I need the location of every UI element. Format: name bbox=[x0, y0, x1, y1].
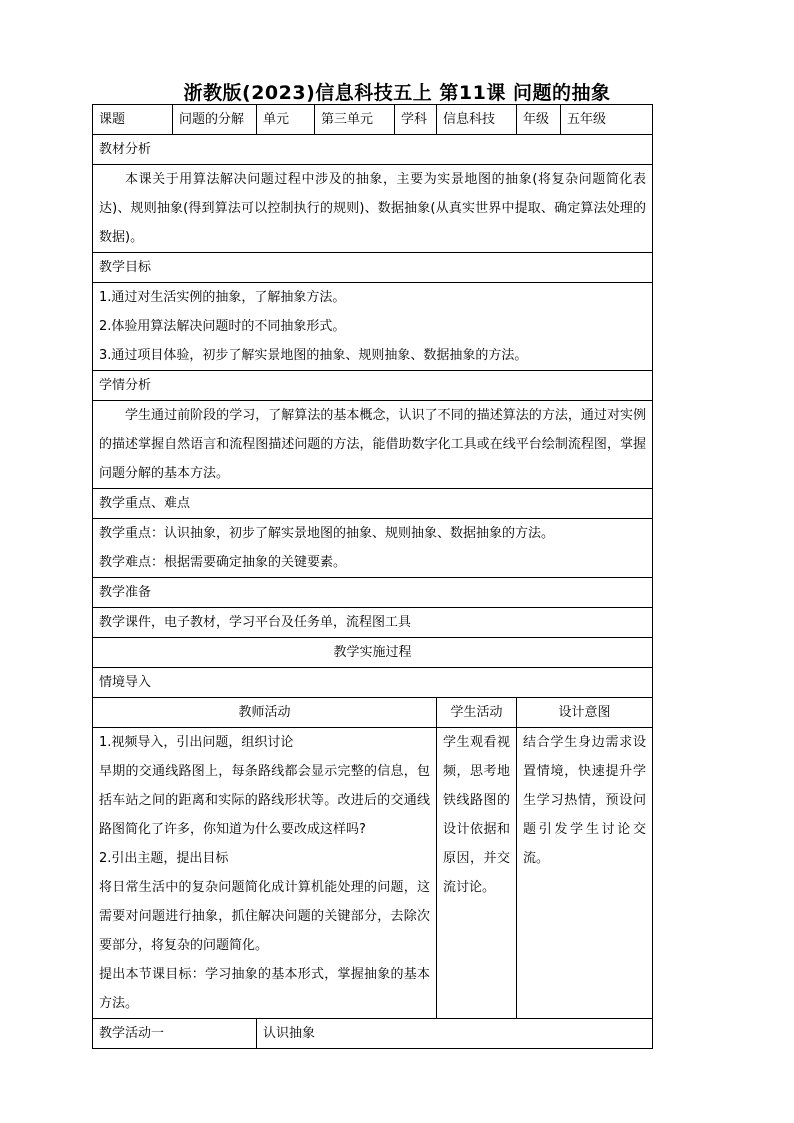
design-intent-header: 设计意图 bbox=[517, 698, 653, 728]
unit-value: 第三单元 bbox=[315, 105, 395, 135]
design-intent-content: 结合学生身边需求设置情境，快速提升学生学习热情，预设问题引发学生讨论交流。 bbox=[517, 728, 653, 1019]
material-analysis-heading: 教材分析 bbox=[93, 135, 653, 165]
lesson-plan-table bbox=[92, 104, 653, 1049]
grade-value: 五年级 bbox=[561, 105, 653, 135]
objectives-heading: 教学目标 bbox=[93, 253, 653, 283]
teaching-focus: 教学重点：认识抽象，初步了解实景地图的抽象、规则抽象、数据抽象的方法。 bbox=[99, 526, 555, 541]
key-points-body bbox=[93, 519, 653, 578]
preparation-heading: 教学准备 bbox=[93, 578, 653, 608]
material-analysis-body: 本课关于用算法解决问题过程中涉及的抽象，主要为实景地图的抽象(将复杂问题简化表达)、规则抽象(得到算法可以控制执行的规则)、数据抽象(从真实世界中提取、确定算法处理的数据)。 bbox=[93, 165, 653, 253]
activity-one-value: 认识抽象 bbox=[257, 1019, 653, 1049]
key-points-heading: 教学重点、难点 bbox=[93, 489, 653, 519]
student-analysis-heading: 学情分析 bbox=[93, 371, 653, 401]
subject-label: 学科 bbox=[395, 105, 437, 135]
teacher-activity-content bbox=[93, 728, 437, 1019]
teacher-line: 早期的交通线路图上，每条路线都会显示完整的信息，包括车站之间的距离和实际的路线形状等。改进后的交通线路图简化了许多，你知道为什么要改成这样吗? bbox=[99, 764, 431, 837]
process-heading: 教学实施过程 bbox=[93, 638, 653, 668]
objective-item: 2.体验用算法解决问题时的不同抽象形式。 bbox=[99, 319, 346, 334]
teacher-activity-header: 教师活动 bbox=[93, 698, 437, 728]
header-row bbox=[93, 105, 653, 135]
intro-label: 情境导入 bbox=[93, 668, 653, 698]
objective-item: 3.通过项目体验，初步了解实景地图的抽象、规则抽象、数据抽象的方法。 bbox=[99, 348, 528, 363]
teacher-line: 提出本节课目标：学习抽象的基本形式，掌握抽象的基本方法。 bbox=[99, 967, 431, 1011]
teacher-line: 将日常生活中的复杂问题简化成计算机能处理的问题，这需要对问题进行抽象，抓住解决问题的关键部分，去除次要部分，将复杂的问题简化。 bbox=[99, 880, 431, 953]
lesson-label: 课题 bbox=[93, 105, 173, 135]
student-analysis-body: 学生通过前阶段的学习，了解算法的基本概念，认识了不同的描述算法的方法，通过对实例的描述掌握自然语言和流程图描述问题的方法，能借助数字化工具或在线平台绘制流程图，掌握问题分解的基本方法。 bbox=[93, 401, 653, 489]
teaching-difficulty: 教学难点：根据需要确定抽象的关键要素。 bbox=[99, 555, 347, 570]
grade-label: 年级 bbox=[517, 105, 561, 135]
subject-value: 信息科技 bbox=[437, 105, 517, 135]
objectives-list bbox=[93, 283, 653, 371]
preparation-body: 教学课件，电子教材，学习平台及任务单，流程图工具 bbox=[93, 608, 653, 638]
page-title: 浙教版(2023)信息科技五上 第11课 问题的抽象 bbox=[183, 82, 611, 104]
teacher-line: 2.引出主题，提出目标 bbox=[99, 851, 229, 866]
objective-item: 1.通过对生活实例的抽象，了解抽象方法。 bbox=[99, 290, 346, 305]
student-activity-content: 学生观看视频，思考地铁线路图的设计依据和原因，并交流讨论。 bbox=[437, 728, 517, 1019]
lesson-value: 问题的分解 bbox=[173, 105, 257, 135]
unit-label: 单元 bbox=[257, 105, 315, 135]
student-activity-header: 学生活动 bbox=[437, 698, 517, 728]
activity-one-label: 教学活动一 bbox=[93, 1019, 257, 1049]
teacher-line: 1.视频导入，引出问题，组织讨论 bbox=[99, 735, 294, 750]
